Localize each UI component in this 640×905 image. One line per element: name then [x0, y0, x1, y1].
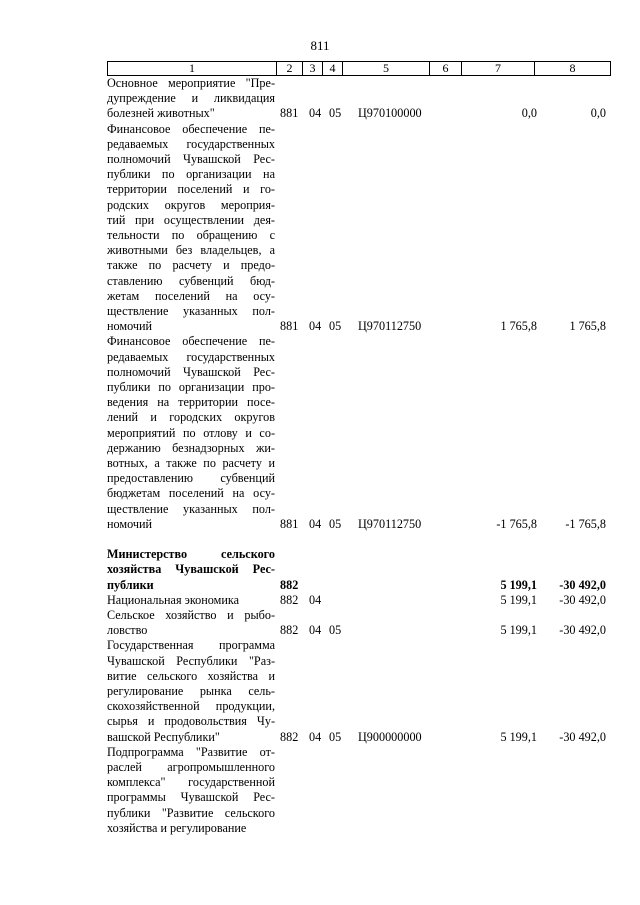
column-header: 8 — [535, 62, 611, 76]
col-ved: 881 — [280, 319, 299, 334]
row-name-line: ведения на территории посе- — [107, 395, 275, 410]
row-name-line: дупреждение и ликвидация — [107, 91, 275, 106]
table-row — [0, 745, 640, 836]
row-name-line: тельности по обращению с — [107, 228, 275, 243]
col-razdel: 04 — [309, 623, 322, 638]
col-sum-2: -1 765,8 — [565, 516, 606, 531]
row-name-line: жетам поселений на осу- — [107, 288, 275, 303]
col-podrazdel: 05 — [329, 516, 342, 531]
col-csr: Ц970100000 — [358, 106, 422, 121]
row-name-line: публики по организации про- — [107, 380, 275, 395]
col-razdel: 04 — [309, 516, 322, 531]
row-name-line: ществление указанных пол- — [107, 304, 275, 319]
column-header: 2 — [277, 62, 303, 76]
budget-table-body — [0, 76, 640, 836]
row-name-line: Чувашской Республики "Раз- — [107, 653, 275, 668]
row-name-line: территории поселений и го- — [107, 182, 275, 197]
col-ved: 882 — [280, 623, 299, 638]
column-header: 3 — [303, 62, 323, 76]
col-csr: Ц970112750 — [358, 319, 422, 334]
row-name-line: сырья и продовольствия Чу- — [107, 714, 275, 729]
row-name-line: Государственная программа — [107, 638, 275, 653]
col-sum-1: 5 199,1 — [500, 577, 537, 592]
column-header-table — [107, 61, 611, 76]
row-name-line: вашской Республики" — [107, 729, 220, 744]
row-name-line: хозяйства и регулирование — [107, 820, 247, 835]
col-podrazdel: 05 — [329, 729, 342, 744]
col-ved: 882 — [280, 592, 299, 607]
row-name-line: держанию безнадзорных жи- — [107, 440, 275, 455]
row-name-line: Сельское хозяйство и рыбо- — [107, 607, 275, 622]
col-podrazdel: 05 — [329, 623, 342, 638]
row-name-line: животными без владельцев, а — [107, 243, 275, 258]
row-name-line: программы Чувашской Рес- — [107, 790, 275, 805]
row-name-line: раслей агропромышленного — [107, 759, 275, 774]
row-name-line: комплекса" государственной — [107, 775, 275, 790]
row-name-line: ловство — [107, 623, 148, 638]
table-row — [0, 122, 640, 335]
col-podrazdel: 05 — [329, 106, 342, 121]
row-name-line: редаваемых государственных — [107, 349, 275, 364]
col-ved: 881 — [280, 516, 299, 531]
col-sum-1: 0,0 — [521, 106, 537, 121]
row-name-line: родских округов мероприя- — [107, 197, 275, 212]
col-sum-1: 5 199,1 — [500, 729, 537, 744]
row-name-line: публики по организации на — [107, 167, 275, 182]
row-name — [107, 745, 275, 836]
column-header: 5 — [343, 62, 430, 76]
row-name — [107, 638, 275, 744]
col-sum-2: -30 492,0 — [559, 623, 606, 638]
col-razdel: 04 — [309, 319, 322, 334]
row-name-line: лений и городских округов — [107, 410, 275, 425]
col-sum-1: -1 765,8 — [496, 516, 537, 531]
column-header: 4 — [323, 62, 343, 76]
col-razdel: 04 — [309, 592, 322, 607]
table-row — [0, 76, 640, 122]
row-name-line: Финансовое обеспечение пе- — [107, 121, 275, 136]
row-name-line: ществление указанных пол- — [107, 501, 275, 516]
col-ved: 881 — [280, 106, 299, 121]
column-header-row — [108, 62, 611, 76]
row-name-line: витие сельского хозяйства и — [107, 668, 275, 683]
col-sum-2: 0,0 — [590, 106, 606, 121]
col-sum-1: 5 199,1 — [500, 592, 537, 607]
col-razdel: 04 — [309, 106, 322, 121]
col-sum-2: -30 492,0 — [559, 577, 606, 592]
row-name — [107, 334, 275, 532]
row-name — [107, 608, 275, 638]
row-name-line: Финансовое обеспечение пе- — [107, 334, 275, 349]
page-number: 811 — [310, 38, 330, 53]
col-sum-2: 1 765,8 — [569, 319, 606, 334]
col-ved: 882 — [280, 729, 299, 744]
row-name-line: номочий — [107, 516, 153, 531]
row-name-line: полномочий Чувашской Рес- — [107, 364, 275, 379]
row-name-line: публики "Развитие сельского — [107, 805, 275, 820]
row-name-line: Основное мероприятие "Пре- — [107, 76, 275, 90]
row-name-line: бюджетам поселений на осу- — [107, 486, 275, 501]
col-sum-2: -30 492,0 — [559, 729, 606, 744]
row-name-line: тий при осуществлении дея- — [107, 212, 275, 227]
column-header: 7 — [462, 62, 535, 76]
row-name-line: скохозяйственной продукции, — [107, 699, 275, 714]
column-header: 6 — [430, 62, 462, 76]
row-name-line: публики — [107, 577, 154, 592]
row-name-line: ставлению субвенций бюд- — [107, 273, 275, 288]
col-ved: 882 — [280, 577, 299, 592]
col-csr: Ц900000000 — [358, 729, 422, 744]
row-name-line: Министерство сельского — [107, 547, 275, 562]
row-name-line: полномочий Чувашской Рес- — [107, 152, 275, 167]
table-row — [0, 547, 640, 593]
col-razdel: 04 — [309, 729, 322, 744]
table-row — [0, 638, 640, 744]
table-row — [0, 334, 640, 532]
row-name-line: регулирование рынка сель- — [107, 683, 275, 698]
col-csr: Ц970112750 — [358, 516, 422, 531]
row-name-line: мероприятий по отлову и со- — [107, 425, 275, 440]
row-name-line: хозяйства Чувашской Рес- — [107, 562, 275, 577]
column-header: 1 — [108, 62, 277, 76]
row-name-line: номочий — [107, 319, 153, 334]
row-name — [107, 122, 275, 335]
row-name-line: предоставлению субвенций — [107, 471, 275, 486]
row-name-line: также по расчету и предо- — [107, 258, 275, 273]
row-name — [107, 76, 275, 122]
row-name-line: болезней животных" — [107, 106, 215, 121]
row-name-line: Национальная экономика — [107, 592, 240, 607]
table-row — [0, 593, 640, 608]
row-name — [107, 593, 275, 608]
col-podrazdel: 05 — [329, 319, 342, 334]
row-name-line: вотных, а также по расчету и — [107, 456, 275, 471]
col-sum-1: 1 765,8 — [500, 319, 537, 334]
col-sum-1: 5 199,1 — [500, 623, 537, 638]
row-name — [107, 547, 275, 593]
row-name-line: редаваемых государственных — [107, 136, 275, 151]
table-row — [0, 608, 640, 638]
row-name-line: Подпрограмма "Развитие от- — [107, 744, 275, 759]
col-sum-2: -30 492,0 — [559, 592, 606, 607]
